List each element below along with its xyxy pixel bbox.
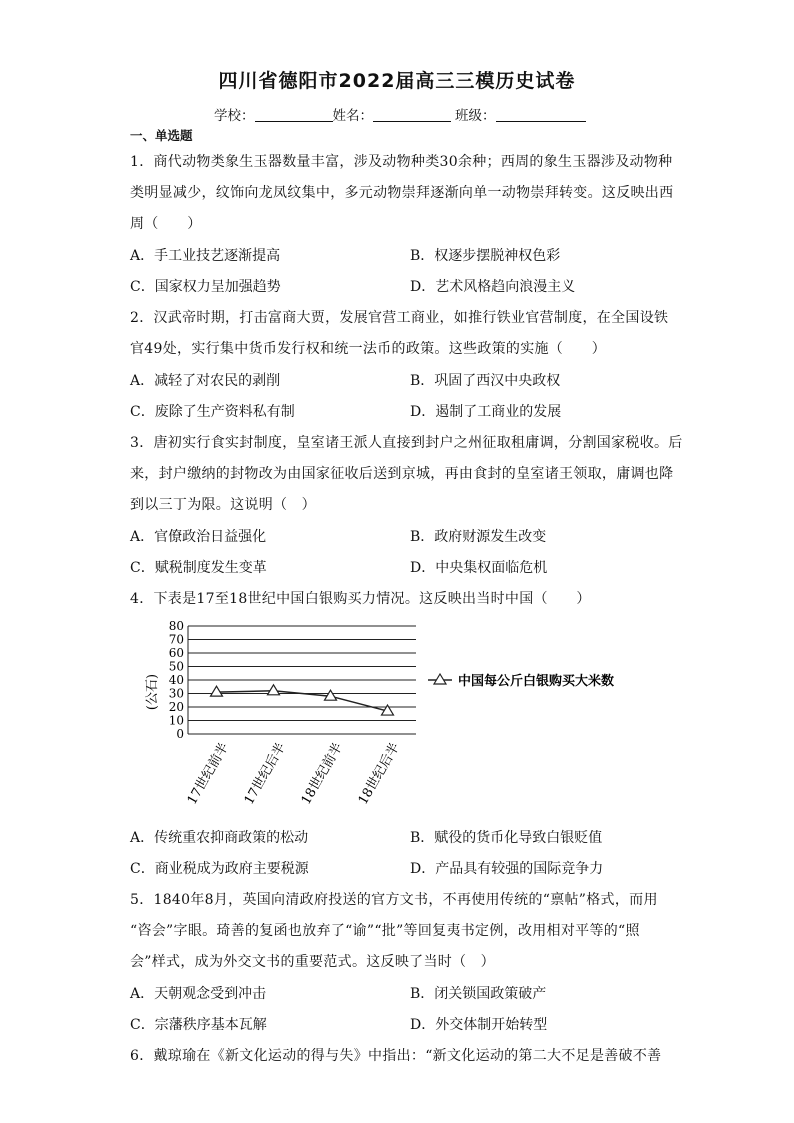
q5-option-d[interactable]: D．外交体制开始转型	[410, 1017, 548, 1033]
q3-option-a[interactable]: A．官僚政治日益强化	[130, 529, 267, 545]
name-field[interactable]	[373, 108, 451, 122]
q4-option-d[interactable]: D．产品具有较强的国际竞争力	[410, 861, 604, 877]
q5-line-1: 5．1840年8月，英国向清政府投送的官方文书，不再使用传统的“禀帖”格式，而用	[130, 892, 658, 908]
x-tick-labels	[184, 740, 403, 807]
q5-option-a[interactable]: A．天朝观念受到冲击	[130, 986, 267, 1002]
q1-line-1: 1．商代动物类象生玉器数量丰富，涉及动物种类30余种；西周的象生玉器涉及动物种	[130, 154, 673, 170]
q6-line-1: 6．戴琼瑜在《新文化运动的得与失》中指出：“新文化运动的第二大不足是善破不善	[130, 1048, 662, 1064]
name-label: 姓名：	[332, 108, 373, 124]
q4-line-1: 4．下表是17至18世纪中国白银购买力情况。这反映出当时中国（ ）	[130, 591, 591, 607]
silver-purchasing-chart	[130, 612, 670, 827]
q4-option-b[interactable]: B．赋役的货币化导致白银贬值	[410, 830, 603, 846]
q1-option-a[interactable]: A．手工业技艺逐渐提高	[130, 248, 281, 264]
x-tick-label: 17世纪后半	[241, 740, 289, 808]
q1-line-3: 周（ ）	[130, 216, 202, 232]
y-tick-label: 20	[168, 700, 184, 714]
q3-line-1: 3．唐初实行食实封制度，皇室诸王派人直接到封户之州征取租庸调，分割国家税收。后	[130, 435, 683, 451]
legend-triangle-marker	[434, 674, 446, 684]
y-axis-label: (公石)	[145, 673, 160, 711]
y-tick-label: 10	[168, 713, 184, 728]
q2-option-c[interactable]: C．废除了生产资料私有制	[130, 404, 295, 420]
class-label: 班级：	[455, 108, 496, 124]
section-heading: 一、单选题	[130, 128, 193, 143]
student-info	[214, 104, 586, 124]
q2-option-a[interactable]: A．减轻了对农民的剥削	[130, 373, 281, 389]
q3-line-2: 来，封户缴纳的封物改为由国家征收后送到京城，再由食封的皇室诸王领取，庸调也降	[130, 466, 674, 482]
q2-option-b[interactable]: B．巩固了西汉中央政权	[410, 373, 561, 389]
q4-option-a[interactable]: A．传统重农抑商政策的松动	[130, 830, 309, 846]
y-tick-label: 50	[168, 659, 184, 674]
q3-option-c[interactable]: C．赋税制度发生变革	[130, 560, 267, 576]
q5-option-b[interactable]: B．闭关锁国政策破产	[410, 986, 547, 1002]
data-point-triangle	[211, 686, 223, 696]
x-tick-label: 18世纪后半	[355, 740, 403, 808]
q2-option-d[interactable]: D．遏制了工商业的发展	[410, 404, 562, 420]
legend-series-name: 中国每公斤白银购买大米数	[458, 674, 615, 689]
q3-option-b[interactable]: B．政府财源发生改变	[410, 529, 547, 545]
q5-line-3: 会”样式，成为外交文书的重要范式。这反映了当时（ ）	[130, 954, 495, 970]
y-tick-label: 80	[168, 619, 184, 633]
school-label: 学校：	[214, 108, 255, 124]
x-tick-label: 17世纪前半	[184, 740, 232, 808]
x-tick-label: 18世纪前半	[298, 740, 346, 808]
q2-line-2: 官49处，实行集中货币发行权和统一法币的政策。这些政策的实施（ ）	[130, 341, 607, 357]
y-tick-label: 40	[168, 673, 184, 687]
q3-line-3: 到以三丁为限。这说明（ ）	[130, 497, 316, 513]
q2-line-1: 2．汉武帝时期，打击富商大贾，发展官营工商业，如推行铁业官营制度，在全国设铁	[130, 310, 669, 326]
y-tick-label: 60	[168, 646, 184, 660]
chart-legend	[428, 673, 614, 689]
y-tick-label: 70	[168, 632, 184, 647]
q5-option-c[interactable]: C．宗藩秩序基本瓦解	[130, 1017, 267, 1033]
chart-grid	[188, 626, 416, 734]
q1-option-c[interactable]: C．国家权力呈加强趋势	[130, 279, 281, 295]
q3-option-d[interactable]: D．中央集权面临危机	[410, 560, 548, 576]
data-point-triangle	[268, 685, 280, 695]
q4-option-c[interactable]: C．商业税成为政府主要税源	[130, 861, 309, 877]
school-field[interactable]	[255, 108, 333, 122]
y-tick-labels	[169, 619, 184, 741]
class-field[interactable]	[496, 108, 586, 122]
page-title: 四川省德阳市2022届高三三模历史试卷	[218, 70, 576, 92]
y-tick-label: 30	[168, 686, 184, 701]
q1-option-d[interactable]: D．艺术风格趋向浪漫主义	[410, 279, 576, 295]
series-line	[211, 685, 394, 715]
q5-line-2: “咨会”字眼。琦善的复函也放弃了“谕”“批”等回复夷书定例，改用相对平等的“照	[130, 923, 640, 939]
y-tick-label: 0	[176, 727, 184, 741]
q1-line-2: 类明显减少，纹饰向龙凤纹集中，多元动物崇拜逐渐向单一动物崇拜转变。这反映出西	[130, 185, 674, 201]
q1-option-b[interactable]: B．权逐步摆脱神权色彩	[410, 248, 561, 264]
